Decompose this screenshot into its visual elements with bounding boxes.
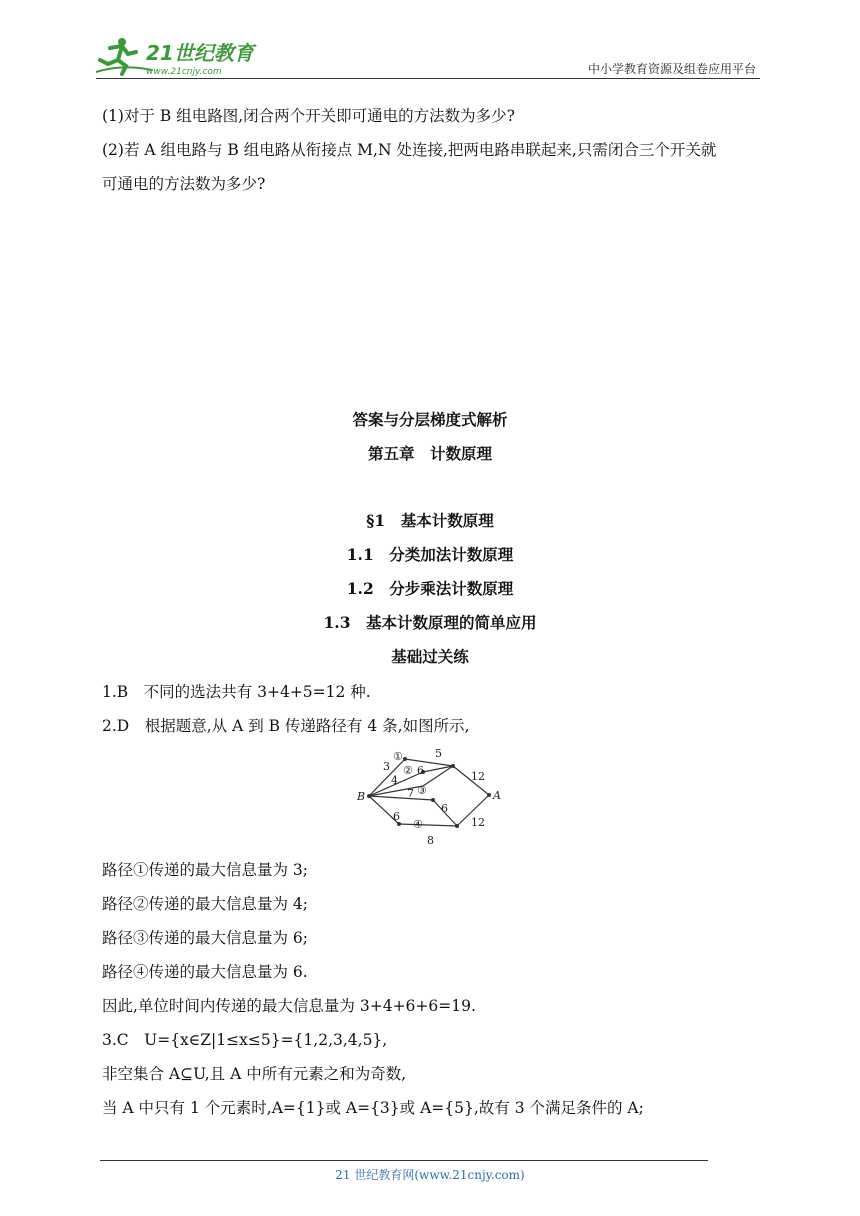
runner-icon	[96, 38, 152, 74]
answer-3: 3.C U={x∈Z|1≤x≤5}={1,2,3,4,5},	[102, 1031, 388, 1049]
path-1-info: 路径①传递的最大信息量为 3;	[102, 861, 309, 879]
path-2-info: 路径②传递的最大信息量为 4;	[102, 895, 309, 913]
section-heading: §1 基本计数原理	[366, 511, 494, 530]
node-a	[487, 793, 491, 797]
path-4-info: 路径④传递的最大信息量为 6.	[102, 963, 308, 981]
subsection-1-2: 1.2 分步乘法计数原理	[346, 579, 514, 598]
total-info: 因此,单位时间内传递的最大信息量为 3+4+6+6=19.	[102, 997, 476, 1015]
circled-4: ④	[413, 818, 423, 831]
edge-label: 12	[471, 816, 485, 829]
practice-heading: 基础过关练	[391, 647, 469, 666]
edge-label: 3	[383, 760, 390, 773]
edge-label: 7	[407, 787, 414, 800]
edge-label: 4	[391, 774, 398, 787]
chapter-title: 第五章 计数原理	[367, 444, 492, 463]
footer-link[interactable]: 21 世纪教育网(www.21cnjy.com)	[335, 1168, 525, 1182]
edge-label: 6	[393, 810, 400, 823]
site-logo	[92, 34, 262, 78]
edge-label: 6	[417, 764, 424, 777]
subsection-1-3: 1.3 基本计数原理的简单应用	[323, 613, 537, 632]
answer-title: 答案与分层梯度式解析	[352, 410, 508, 429]
edge-label: 8	[427, 834, 434, 847]
answer-3-line-2: 非空集合 A⊆U,且 A 中所有元素之和为奇数,	[102, 1065, 407, 1083]
footer-divider	[100, 1160, 708, 1161]
subsection-1-1: 1.1 分类加法计数原理	[346, 545, 514, 564]
question-part-2: (2)若 A 组电路与 B 组电路从衔接点 M,N 处连接,把两电路串联起来,只需闭合三个开关就	[102, 141, 717, 159]
network-diagram	[355, 746, 505, 848]
logo-url: www.21cnjy.com	[146, 67, 222, 77]
circled-1: ①	[393, 750, 403, 763]
logo-text: 21世纪教育	[146, 41, 254, 65]
circled-3: ③	[417, 784, 427, 797]
node-label-b: B	[357, 790, 366, 803]
question-part-2-cont: 可通电的方法数为多少?	[102, 175, 266, 193]
header-divider	[96, 78, 760, 79]
question-part-1: (1)对于 B 组电路图,闭合两个开关即可通电的方法数为多少?	[102, 107, 515, 125]
edge-label: 6	[441, 802, 448, 815]
path-3-info: 路径③传递的最大信息量为 6;	[102, 929, 309, 947]
circled-2: ②	[403, 764, 413, 777]
edge-label: 5	[435, 747, 442, 760]
answer-1: 1.B 不同的选法共有 3+4+5=12 种.	[102, 683, 371, 701]
answer-3-line-3: 当 A 中只有 1 个元素时,A={1}或 A={3}或 A={5},故有 3 个满足条件的 A;	[102, 1099, 644, 1117]
edge-label: 12	[471, 770, 485, 783]
header-platform-text: 中小学教育资源及组卷应用平台	[587, 62, 756, 76]
answer-2: 2.D 根据题意,从 A 到 B 传递路径有 4 条,如图所示,	[102, 717, 470, 735]
node-b	[367, 794, 371, 798]
node-label-a: A	[493, 789, 501, 802]
